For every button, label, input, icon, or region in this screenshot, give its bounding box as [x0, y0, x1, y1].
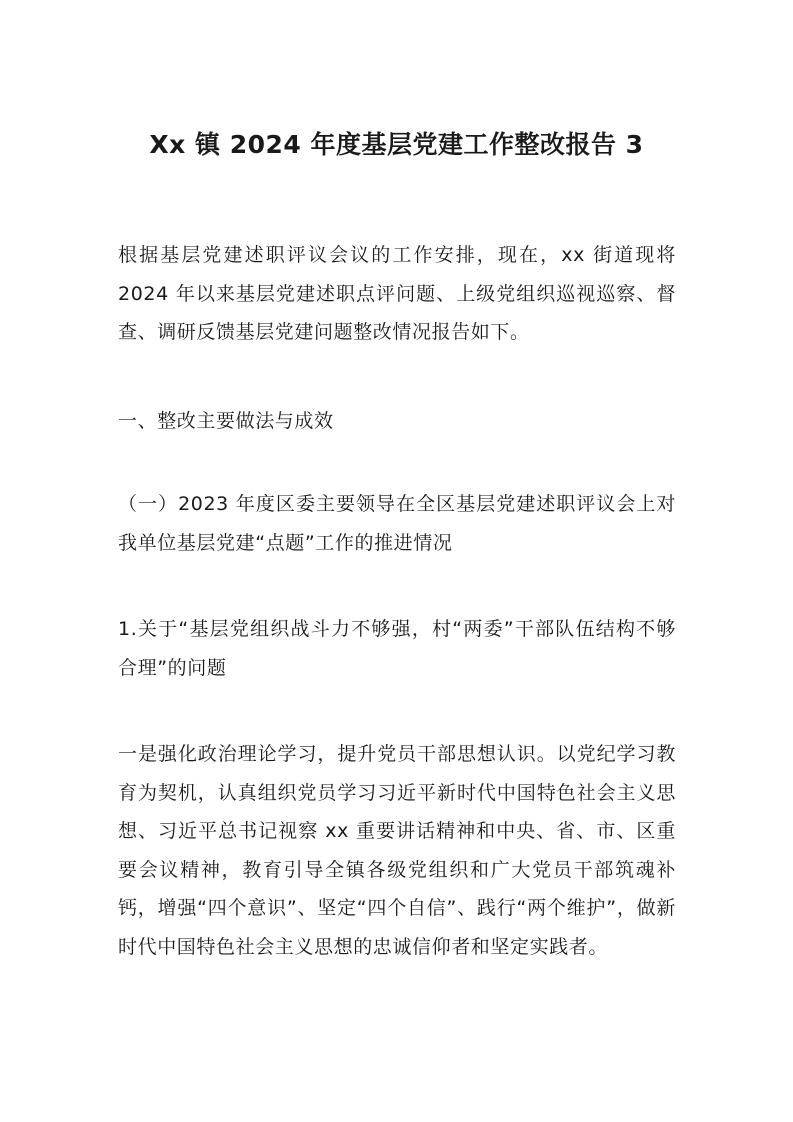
subsection-heading: （一）2023 年度区委主要领导在全区基层党建述职评议会上对我单位基层党建“点题”工作的推进情况: [118, 493, 676, 554]
section-heading: 一、整改主要做法与成效: [118, 410, 334, 432]
document-title: Xx 镇 2024 年度基层党建工作整改报告 3: [149, 130, 644, 159]
item-heading: 1.关于“基层党组织战斗力不够强，村“两委”干部队伍结构不够合理”的问题: [118, 618, 676, 679]
intro-paragraph: 根据基层党建述职评议会议的工作安排，现在，xx 街道现将 2024 年以来基层党建述职点评问题、上级党组织巡视巡察、督查、调研反馈基层党建问题整改情况报告如下。: [118, 244, 676, 343]
body-paragraph: 一是强化政治理论学习，提升党员干部思想认识。以党纪学习教育为契机，认真组织党员学习习近平新时代中国特色社会主义思想、习近平总书记视察 xx 重要讲话精神和中央、省、市、区重要会议精神，教育引导全镇各级党组织和广大党员干部筑魂补钙，增强“四个意识”、坚定“四个自信”、践行“两个维护”，做新时代中国特色社会主义思想的忠诚信仰者和坚定实践者。: [118, 743, 676, 958]
